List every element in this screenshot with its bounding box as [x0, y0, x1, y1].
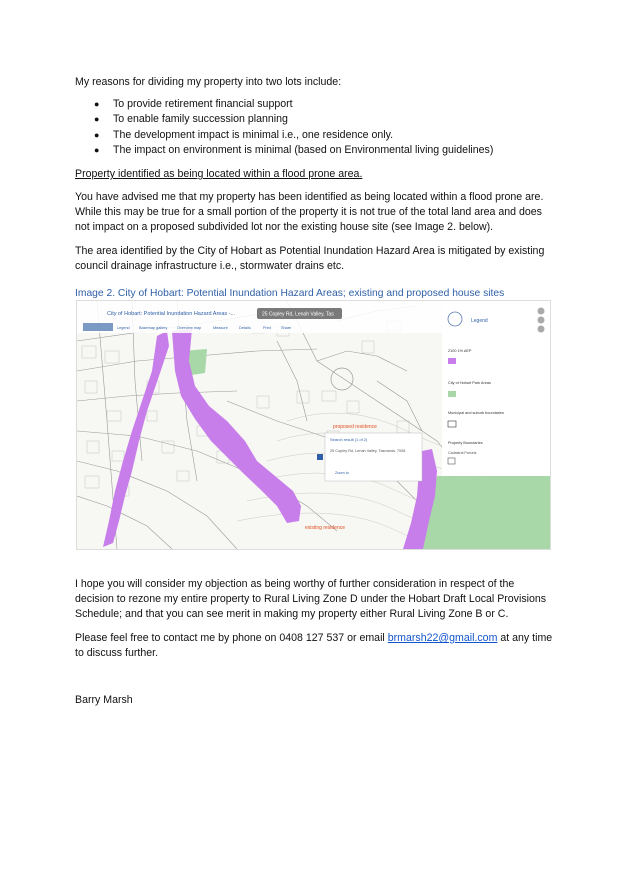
existing-residence-label: existing residence — [305, 525, 346, 531]
legend-item: City of Hobart Park Areas — [448, 381, 491, 385]
legend-swatch-flood — [448, 358, 456, 364]
toolbar-measure[interactable]: Measure — [213, 326, 228, 330]
list-item: ● The development impact is minimal i.e., one residence only. — [75, 128, 555, 143]
property-marker[interactable] — [317, 454, 323, 460]
list-item: ● To enable family succession planning — [75, 112, 555, 127]
signature: Barry Marsh — [75, 694, 133, 706]
popup-title: Search result (1 of 2) — [330, 437, 368, 442]
list-item: ● The impact on environment is minimal (based on Environmental living guidelines) — [75, 143, 555, 158]
legend-icon[interactable] — [448, 312, 462, 326]
email-link[interactable]: brmarsh22@gmail.com — [387, 632, 498, 644]
legend-item: Municipal and suburb boundaries — [448, 411, 504, 415]
legend-swatch-park — [448, 391, 456, 397]
intro-text: My reasons for dividing my property into two lots include: — [75, 76, 342, 88]
toolbar-overview[interactable]: Overview map — [177, 326, 202, 330]
list-item: ● To provide retirement financial support — [75, 97, 555, 112]
contact-text: Please feel free to contact me by phone on 0408 127 537 or email — [75, 632, 388, 644]
toolbar-details[interactable]: Details — [239, 326, 251, 330]
popup-zoom-link[interactable]: Zoom to — [335, 471, 349, 475]
legend-item: Property Boundaries — [448, 441, 483, 445]
image-caption: Image 2. City of Hobart: Potential Inundation Hazard Areas; existing and proposed house sites — [75, 288, 505, 299]
inundation-map-image — [76, 300, 551, 550]
legend-panel — [442, 301, 550, 476]
flood-paragraph: You have advised me that my property has been identified as being located within a flood prone are. While this may be true for a small portion of the property it is not true of the total land area and does not impact on a proposed subdivided lot nor the existing house site (see Image 2. below). — [75, 191, 544, 233]
legend-label: Legend — [471, 318, 488, 324]
popup-address: 25 Copley Rd, Lenah Valley, Tasmania, 7008 — [330, 449, 406, 453]
toolbar-print[interactable]: Print — [263, 326, 271, 330]
map-home-button[interactable] — [83, 323, 113, 331]
park-area — [417, 476, 550, 549]
legend-item: 2100 1% AEP — [448, 349, 472, 353]
contact-text-end: at any time to discuss further. — [75, 632, 553, 659]
map-search-value: 25 Copley Rd, Lenah Valley, Tas — [262, 311, 334, 318]
home-icon[interactable] — [538, 326, 545, 333]
reasons-list — [75, 97, 555, 158]
flood-heading: Property identified as being located within a flood prone area. — [75, 168, 363, 180]
zoom-in-icon[interactable] — [538, 308, 545, 315]
toolbar-basemap[interactable]: Basemap gallery — [139, 326, 168, 330]
proposed-residence-label: proposed residence — [333, 424, 377, 430]
closing-paragraph: I hope you will consider my objection as being worthy of further consideration in respect of the decision to rezone my entire property to Rural Living Zone D under the Hobart Draft Local Provisions Schedule; and that you can see merit in making my property either Rural Living Zone B or C. — [75, 578, 547, 620]
contact-paragraph — [75, 631, 555, 661]
hobart-paragraph: The area identified by the City of Hobart as Potential Inundation Hazard Area is mitigated by existing council drainage infrastructure i.e., stormwater drains etc. — [75, 245, 545, 272]
legend-item: Cadastral Parcels — [448, 451, 477, 455]
toolbar-share[interactable]: Share — [281, 326, 292, 330]
toolbar-legend[interactable]: Legend — [117, 326, 130, 330]
map-title: City of Hobart: Potential Inundation Hazard Areas -... — [107, 311, 236, 317]
zoom-out-icon[interactable] — [538, 317, 545, 324]
